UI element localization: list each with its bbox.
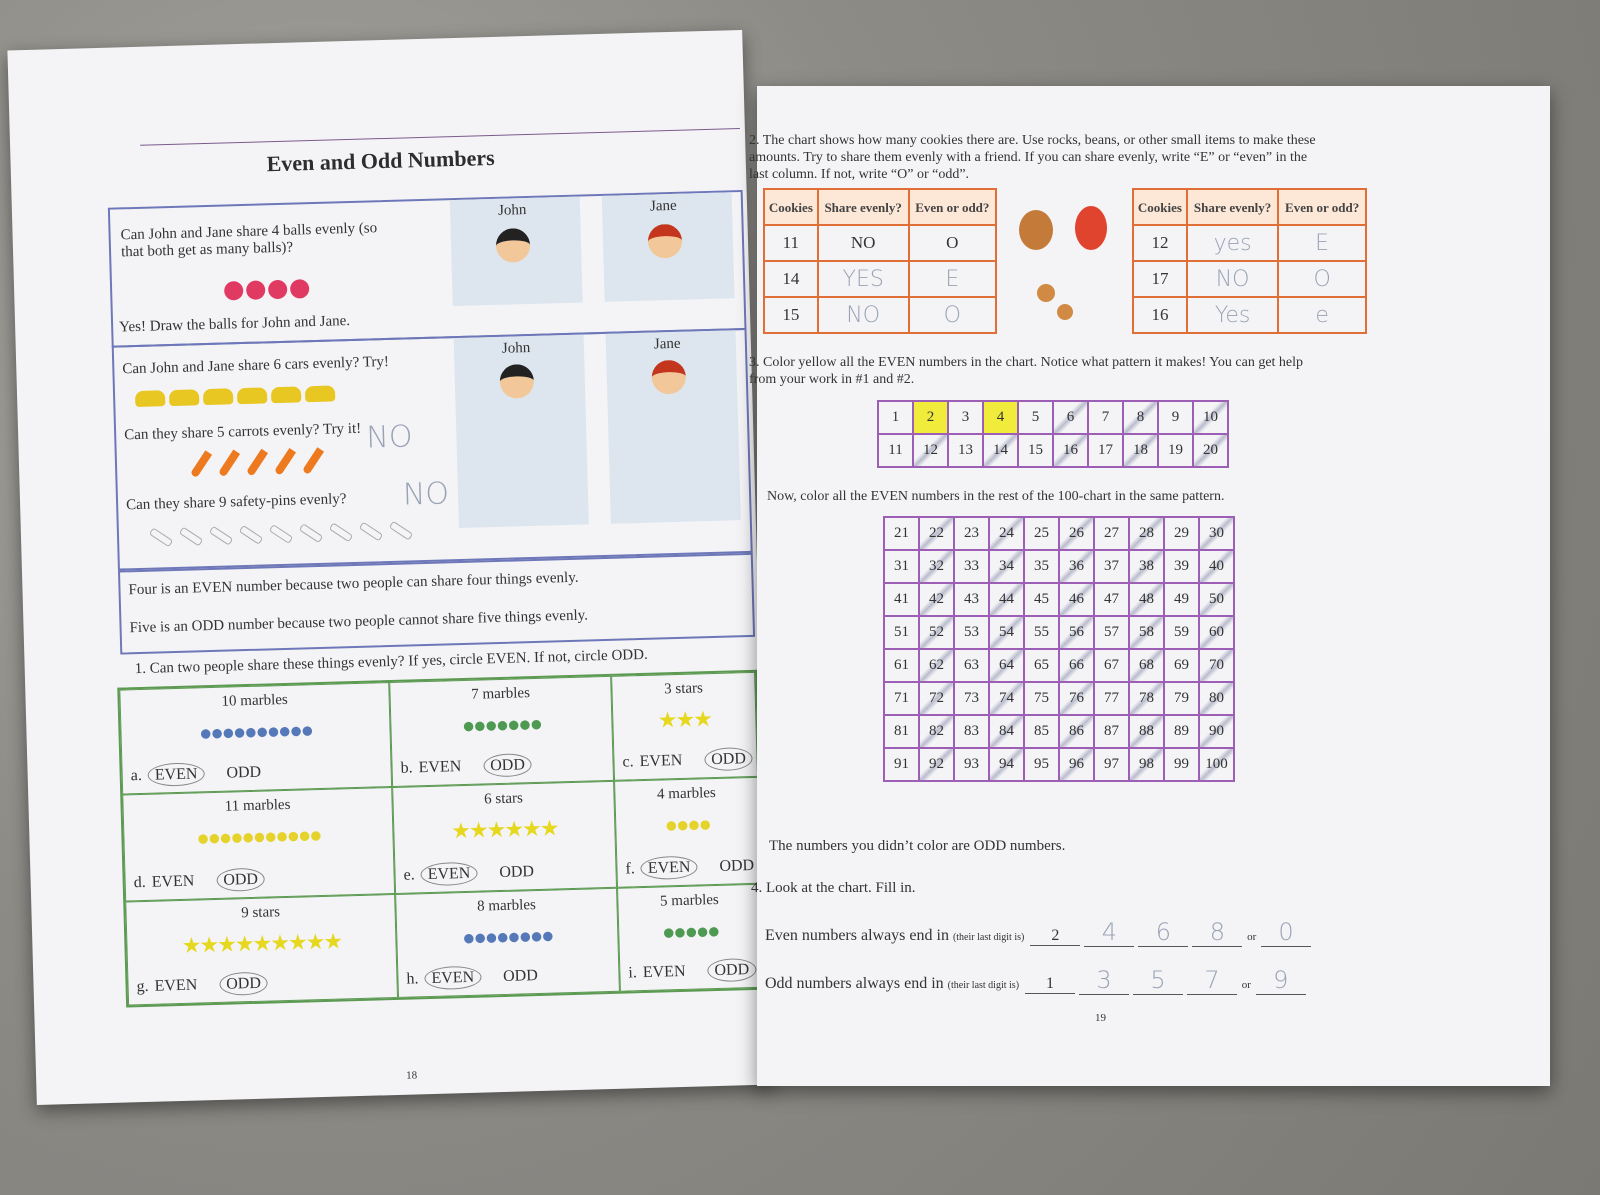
chart-number[interactable]: 71 bbox=[884, 682, 919, 715]
question-4: 4. Look at the chart. Fill in. bbox=[751, 880, 916, 896]
digit-blank[interactable]: 7 bbox=[1187, 966, 1237, 995]
pins-question: Can they share 9 safety-pins evenly? bbox=[125, 491, 347, 514]
chart-number[interactable]: 35 bbox=[1024, 550, 1059, 583]
item-letter: c. bbox=[622, 753, 634, 771]
chart-number[interactable]: 59 bbox=[1164, 616, 1199, 649]
odd-note: The numbers you didn’t color are ODD numbers. bbox=[769, 838, 1066, 854]
item-answer bbox=[406, 966, 560, 988]
chart-number[interactable]: 5 bbox=[1018, 401, 1053, 434]
john-label: John bbox=[497, 202, 527, 219]
car-icon bbox=[203, 388, 233, 405]
table-row bbox=[764, 225, 996, 261]
chart-number[interactable]: 97 bbox=[1094, 748, 1129, 781]
chart-number[interactable]: 43 bbox=[954, 583, 989, 616]
car-icon bbox=[169, 389, 199, 406]
right-page bbox=[749, 86, 1550, 1086]
cars-question: Can John and Jane share 6 cars evenly? Try! bbox=[122, 353, 390, 378]
chart-number[interactable]: 79 bbox=[1164, 682, 1199, 715]
odd-option[interactable]: ODD bbox=[499, 863, 535, 882]
digit-blank[interactable]: 9 bbox=[1256, 966, 1306, 995]
table-header: Cookies bbox=[764, 189, 818, 225]
sharing-panel bbox=[112, 328, 753, 571]
chart-number[interactable]: 14 bbox=[983, 434, 1018, 467]
question-3: 3. Color yellow all the EVEN numbers in the chart. Notice what pattern it makes! You can get help from your work in #1 and #2. bbox=[749, 355, 1304, 387]
item-answer bbox=[133, 870, 287, 892]
page-number: 18 bbox=[406, 1069, 418, 1082]
safety-pin-icon bbox=[239, 525, 263, 545]
table-row bbox=[1133, 261, 1366, 297]
chart-number[interactable]: 29 bbox=[1164, 517, 1199, 550]
safety-pin-icon bbox=[179, 527, 203, 547]
even-option[interactable]: EVEN bbox=[641, 856, 698, 881]
car-icon bbox=[271, 386, 301, 403]
answer-cell[interactable]: YES bbox=[818, 261, 909, 297]
question-3b: Now, color all the EVEN numbers in the rest of the 100-chart in the same pattern. bbox=[767, 489, 1225, 504]
digit-blank[interactable]: 6 bbox=[1138, 918, 1188, 947]
safety-pin-icon bbox=[299, 523, 323, 543]
item-answer bbox=[400, 755, 554, 777]
cookie-icon bbox=[1037, 284, 1055, 302]
ball-icon bbox=[290, 279, 310, 299]
item-cell bbox=[395, 888, 620, 998]
odd-option[interactable]: ODD bbox=[219, 972, 268, 996]
even-definition: Four is an EVEN number because two people can share four things evenly. bbox=[128, 569, 579, 599]
answer-cell[interactable]: yes bbox=[1187, 225, 1278, 261]
cookie-icon bbox=[1057, 304, 1073, 320]
chart-number[interactable]: 54 bbox=[989, 616, 1024, 649]
item-cell bbox=[617, 884, 764, 992]
table-row bbox=[764, 297, 996, 333]
chart-number[interactable]: 31 bbox=[884, 550, 919, 583]
item-label: 6 stars bbox=[483, 790, 524, 808]
safety-pin-icon bbox=[329, 522, 353, 542]
chart-number[interactable]: 25 bbox=[1024, 517, 1059, 550]
cookies-table-1 bbox=[763, 188, 997, 334]
chart-number[interactable]: 40 bbox=[1199, 550, 1234, 583]
chart-number[interactable]: 55 bbox=[1024, 616, 1059, 649]
car-icon bbox=[237, 387, 267, 404]
chart-number[interactable]: 78 bbox=[1129, 682, 1164, 715]
answer-cell[interactable]: NO bbox=[818, 297, 909, 333]
car-icon bbox=[305, 385, 335, 402]
chart-number[interactable]: 70 bbox=[1199, 649, 1234, 682]
chart-number[interactable]: 82 bbox=[919, 715, 954, 748]
even-option[interactable]: EVEN bbox=[147, 762, 204, 787]
john-label: John bbox=[501, 339, 531, 357]
item-cell bbox=[125, 894, 398, 1005]
even-option[interactable]: EVEN bbox=[642, 962, 686, 982]
handwritten-carrots-answer: NO bbox=[365, 419, 413, 456]
odd-option[interactable]: ODD bbox=[719, 856, 755, 875]
ball-icon bbox=[246, 280, 266, 300]
jane-face-icon bbox=[651, 360, 686, 395]
chart-number[interactable]: 96 bbox=[1059, 748, 1094, 781]
item-letter: d. bbox=[133, 873, 146, 892]
item-icons: ★★★ bbox=[657, 706, 712, 733]
chart-number[interactable]: 92 bbox=[919, 748, 954, 781]
digit-blank[interactable]: 0 bbox=[1261, 918, 1311, 947]
cookie-count: 14 bbox=[764, 261, 818, 297]
chart-number[interactable]: 3 bbox=[948, 401, 983, 434]
chart-number[interactable]: 28 bbox=[1129, 517, 1164, 550]
chart-number[interactable]: 61 bbox=[884, 649, 919, 682]
chart-number[interactable]: 1 bbox=[878, 401, 913, 434]
item-cell bbox=[614, 777, 761, 888]
item-answer bbox=[136, 974, 290, 996]
item-letter: i. bbox=[628, 964, 638, 982]
items-grid bbox=[117, 670, 766, 1008]
table-row bbox=[1133, 225, 1366, 261]
chart-number[interactable]: 9 bbox=[1158, 401, 1193, 434]
even-line-label: Even numbers always end in bbox=[765, 927, 949, 944]
handwritten-pins-answer: NO bbox=[402, 476, 450, 513]
item-icons: ●●●●●●●●●●● bbox=[196, 822, 321, 851]
chart-number[interactable]: 95 bbox=[1024, 748, 1059, 781]
title-rule bbox=[140, 128, 740, 146]
chart-number[interactable]: 91 bbox=[884, 748, 919, 781]
chart-number[interactable]: 46 bbox=[1059, 583, 1094, 616]
chart-number[interactable]: 89 bbox=[1164, 715, 1199, 748]
chart-number[interactable]: 93 bbox=[954, 748, 989, 781]
left-page bbox=[7, 30, 771, 1105]
answer-cell[interactable]: E bbox=[909, 261, 996, 297]
balls-row bbox=[224, 279, 313, 305]
chart-number[interactable]: 24 bbox=[989, 517, 1024, 550]
chart-number[interactable]: 86 bbox=[1059, 715, 1094, 748]
chart-number[interactable]: 6 bbox=[1053, 401, 1088, 434]
chart-number[interactable]: 7 bbox=[1088, 401, 1123, 434]
chart-number[interactable]: 90 bbox=[1199, 715, 1234, 748]
item-letter: b. bbox=[400, 759, 413, 777]
balls-answer: Yes! Draw the balls for John and Jane. bbox=[118, 313, 351, 336]
john-face-icon bbox=[496, 228, 531, 263]
item-label: 3 stars bbox=[663, 680, 704, 698]
item-icons: ●●●●● bbox=[661, 917, 719, 945]
answer-cell[interactable]: O bbox=[909, 297, 996, 333]
safety-pin-icon bbox=[209, 526, 233, 546]
chart-number[interactable]: 100 bbox=[1199, 748, 1234, 781]
chart-number[interactable]: 63 bbox=[954, 649, 989, 682]
jane-box-2 bbox=[606, 330, 741, 524]
chart-number[interactable]: 73 bbox=[954, 682, 989, 715]
chart-number[interactable]: 17 bbox=[1088, 434, 1123, 467]
item-label: 10 marbles bbox=[221, 691, 288, 710]
chart-number[interactable]: 15 bbox=[1018, 434, 1053, 467]
friend-icon bbox=[1075, 206, 1107, 250]
chart-number[interactable]: 38 bbox=[1129, 550, 1164, 583]
chart-number[interactable]: 68 bbox=[1129, 649, 1164, 682]
chart-number[interactable]: 85 bbox=[1024, 715, 1059, 748]
balls-question: Can John and Jane share 4 balls evenly (so that both get as many balls)? bbox=[120, 220, 378, 261]
answer-cell[interactable]: O bbox=[909, 225, 996, 261]
chart-number[interactable]: 2 bbox=[913, 401, 948, 434]
even-option[interactable]: EVEN bbox=[420, 862, 477, 887]
chart-number[interactable]: 67 bbox=[1094, 649, 1129, 682]
chart-number[interactable]: 23 bbox=[954, 517, 989, 550]
chart-number[interactable]: 12 bbox=[913, 434, 948, 467]
chart-number[interactable]: 88 bbox=[1129, 715, 1164, 748]
safety-pin-icon bbox=[269, 524, 293, 544]
carrot-icon bbox=[274, 448, 296, 476]
chart-number[interactable]: 11 bbox=[878, 434, 913, 467]
odd-paren: (their last digit is) bbox=[947, 980, 1020, 991]
chart-number[interactable]: 74 bbox=[989, 682, 1024, 715]
chart-number[interactable]: 27 bbox=[1094, 517, 1129, 550]
item-label: 9 stars bbox=[240, 904, 281, 922]
answer-cell[interactable]: E bbox=[1278, 225, 1366, 261]
chart-row bbox=[884, 550, 1234, 583]
item-icons: ●●●●●●●● bbox=[461, 922, 553, 951]
answer-cell[interactable]: NO bbox=[1187, 261, 1278, 297]
balls-panel bbox=[108, 190, 747, 348]
carrot-icon bbox=[190, 450, 212, 478]
item-icons: ●●●● bbox=[664, 811, 711, 838]
chart-number[interactable]: 94 bbox=[989, 748, 1024, 781]
odd-option[interactable]: ODD bbox=[483, 753, 532, 777]
chart-number[interactable]: 4 bbox=[983, 401, 1018, 434]
chart-number[interactable]: 10 bbox=[1193, 401, 1228, 434]
odd-blanks bbox=[1023, 966, 1308, 994]
item-letter: h. bbox=[406, 970, 419, 988]
chart-number[interactable]: 83 bbox=[954, 715, 989, 748]
john-face-icon bbox=[499, 364, 534, 399]
item-label: 7 marbles bbox=[470, 685, 531, 703]
chart-number[interactable]: 57 bbox=[1094, 616, 1129, 649]
item-icons: ★★★★★★ bbox=[450, 815, 558, 844]
chart-number[interactable]: 87 bbox=[1094, 715, 1129, 748]
chart-number[interactable]: 62 bbox=[919, 649, 954, 682]
answer-cell[interactable]: O bbox=[1278, 261, 1366, 297]
chart-number[interactable]: 47 bbox=[1094, 583, 1129, 616]
safety-pin-icon bbox=[149, 527, 173, 547]
digit-blank[interactable]: 2 bbox=[1030, 927, 1080, 946]
table-header: Even or odd? bbox=[909, 189, 996, 225]
page-title: Even and Odd Numbers bbox=[266, 144, 495, 177]
table-row bbox=[1133, 297, 1366, 333]
cookie-count: 11 bbox=[764, 225, 818, 261]
chart-number[interactable]: 98 bbox=[1129, 748, 1164, 781]
chart-number[interactable]: 80 bbox=[1199, 682, 1234, 715]
chart-number[interactable]: 60 bbox=[1199, 616, 1234, 649]
chart-number[interactable]: 36 bbox=[1059, 550, 1094, 583]
table-header: Share evenly? bbox=[818, 189, 909, 225]
friend-icon bbox=[1019, 210, 1053, 250]
chart-number[interactable]: 42 bbox=[919, 583, 954, 616]
chart-number[interactable]: 69 bbox=[1164, 649, 1199, 682]
odd-definition: Five is an ODD number because two people cannot share five things evenly. bbox=[129, 607, 589, 637]
chart-number[interactable]: 84 bbox=[989, 715, 1024, 748]
question-2: 2. The chart shows how many cookies there are. Use rocks, beans, or other small items to make these amounts. Try to share them evenly with a friend. If you can share evenly, write “E” or “even” in the last column. If not, write “O” or “odd”. bbox=[749, 133, 1316, 182]
chart-number[interactable]: 64 bbox=[989, 649, 1024, 682]
odd-option[interactable]: ODD bbox=[226, 763, 262, 782]
item-letter: a. bbox=[130, 767, 143, 785]
item-cell bbox=[119, 682, 392, 794]
even-option[interactable]: EVEN bbox=[424, 966, 481, 991]
carrots-question: Can they share 5 carrots evenly? Try it! bbox=[123, 420, 362, 444]
jane-label: Jane bbox=[653, 335, 681, 353]
item-label: 5 marbles bbox=[659, 891, 719, 910]
even-option[interactable]: EVEN bbox=[418, 758, 462, 777]
jane-label: Jane bbox=[649, 197, 677, 215]
digit-blank[interactable]: 1 bbox=[1025, 975, 1075, 994]
chart-number[interactable]: 50 bbox=[1199, 583, 1234, 616]
jane-face-icon bbox=[648, 224, 683, 259]
chart-number[interactable]: 39 bbox=[1164, 550, 1199, 583]
chart-number[interactable]: 34 bbox=[989, 550, 1024, 583]
cookie-count: 17 bbox=[1133, 261, 1187, 297]
even-paren: (their last digit is) bbox=[952, 932, 1025, 943]
answer-cell[interactable]: e bbox=[1278, 297, 1366, 333]
chart-number[interactable]: 76 bbox=[1059, 682, 1094, 715]
even-option[interactable]: EVEN bbox=[639, 751, 683, 771]
item-cell bbox=[611, 672, 758, 781]
item-answer bbox=[625, 856, 776, 878]
odd-option[interactable]: ODD bbox=[216, 868, 265, 892]
chart-row bbox=[884, 517, 1234, 550]
chart-number[interactable]: 19 bbox=[1158, 434, 1193, 467]
chart-number[interactable]: 81 bbox=[884, 715, 919, 748]
table-header: Even or odd? bbox=[1278, 189, 1366, 225]
chart-row bbox=[884, 649, 1234, 682]
carrot-icon bbox=[218, 450, 240, 478]
odd-option[interactable]: ODD bbox=[704, 747, 753, 771]
item-answer bbox=[622, 749, 775, 771]
even-digits-line bbox=[765, 918, 1313, 947]
digit-blank[interactable]: 4 bbox=[1084, 918, 1134, 947]
even-option[interactable]: EVEN bbox=[151, 872, 195, 891]
chart-number[interactable]: 13 bbox=[948, 434, 983, 467]
even-blanks bbox=[1028, 918, 1313, 946]
chart-number[interactable]: 56 bbox=[1059, 616, 1094, 649]
item-cell bbox=[392, 781, 617, 894]
page-number: 19 bbox=[1095, 1012, 1106, 1024]
or-word: or bbox=[1239, 979, 1254, 991]
pins-row bbox=[149, 521, 419, 547]
digit-blank[interactable]: 5 bbox=[1133, 966, 1183, 995]
chart-number[interactable]: 72 bbox=[919, 682, 954, 715]
chart-number[interactable]: 44 bbox=[989, 583, 1024, 616]
carrot-icon bbox=[246, 449, 268, 477]
table-row bbox=[764, 261, 996, 297]
answer-cell[interactable]: Yes bbox=[1187, 297, 1278, 333]
chart-number[interactable]: 21 bbox=[884, 517, 919, 550]
chart-number[interactable]: 99 bbox=[1164, 748, 1199, 781]
chart-number[interactable]: 26 bbox=[1059, 517, 1094, 550]
chart-number[interactable]: 8 bbox=[1123, 401, 1158, 434]
definition-panel bbox=[118, 553, 755, 655]
chart-number[interactable]: 37 bbox=[1094, 550, 1129, 583]
chart-number[interactable]: 75 bbox=[1024, 682, 1059, 715]
chart-row bbox=[878, 434, 1228, 467]
ball-icon bbox=[224, 281, 244, 301]
chart-row bbox=[884, 682, 1234, 715]
chart-number[interactable]: 32 bbox=[919, 550, 954, 583]
chart-row bbox=[884, 715, 1234, 748]
chart-number[interactable]: 22 bbox=[919, 517, 954, 550]
question-1: 1. Can two people share these things evenly? If yes, circle EVEN. If not, circle ODD. bbox=[134, 646, 648, 678]
chart-number[interactable]: 52 bbox=[919, 616, 954, 649]
odd-option[interactable]: ODD bbox=[707, 958, 756, 982]
chart-row bbox=[884, 748, 1234, 781]
chart-number[interactable]: 16 bbox=[1053, 434, 1088, 467]
item-label: 11 marbles bbox=[224, 796, 291, 815]
item-label: 4 marbles bbox=[656, 784, 717, 803]
item-icons: ●●●●●●●●●● bbox=[198, 717, 313, 746]
carrots-row bbox=[197, 446, 338, 483]
carrot-icon bbox=[302, 447, 324, 475]
safety-pin-icon bbox=[359, 522, 383, 542]
chart-number[interactable]: 51 bbox=[884, 616, 919, 649]
item-letter: f. bbox=[625, 860, 636, 878]
chart-row bbox=[884, 616, 1234, 649]
safety-pin-icon bbox=[389, 521, 413, 541]
chart-number[interactable]: 65 bbox=[1024, 649, 1059, 682]
chart-number[interactable]: 20 bbox=[1193, 434, 1228, 467]
john-box-2 bbox=[454, 334, 589, 528]
ball-icon bbox=[268, 280, 288, 300]
answer-cell[interactable]: NO bbox=[818, 225, 909, 261]
chart-number[interactable]: 66 bbox=[1059, 649, 1094, 682]
chart-row bbox=[884, 583, 1234, 616]
item-label: 8 marbles bbox=[476, 897, 537, 915]
digit-blank[interactable]: 8 bbox=[1192, 918, 1242, 947]
item-cell bbox=[122, 787, 395, 901]
cookie-count: 15 bbox=[764, 297, 818, 333]
odd-line-label: Odd numbers always end in bbox=[765, 975, 944, 992]
item-answer bbox=[403, 862, 556, 884]
chart-number[interactable]: 49 bbox=[1164, 583, 1199, 616]
chart-number[interactable]: 48 bbox=[1129, 583, 1164, 616]
item-answer bbox=[130, 763, 283, 785]
item-letter: e. bbox=[403, 866, 415, 884]
chart-number[interactable]: 58 bbox=[1129, 616, 1164, 649]
cars-row bbox=[135, 385, 340, 412]
item-answer bbox=[628, 960, 778, 982]
even-option[interactable]: EVEN bbox=[154, 976, 198, 995]
jane-box bbox=[602, 192, 735, 302]
odd-option[interactable]: ODD bbox=[502, 967, 539, 985]
item-icons: ●●●●●●● bbox=[461, 710, 542, 739]
odd-digits-line bbox=[765, 966, 1308, 995]
chart-number[interactable]: 18 bbox=[1123, 434, 1158, 467]
table-header: Cookies bbox=[1133, 189, 1187, 225]
small-hundred-chart bbox=[877, 400, 1229, 468]
hundred-chart bbox=[883, 516, 1235, 782]
item-letter: g. bbox=[136, 977, 149, 996]
chart-row bbox=[878, 401, 1228, 434]
chart-number[interactable]: 77 bbox=[1094, 682, 1129, 715]
digit-blank[interactable]: 3 bbox=[1079, 966, 1129, 995]
car-icon bbox=[135, 390, 165, 407]
chart-number[interactable]: 41 bbox=[884, 583, 919, 616]
item-icons: ★★★★★★★★★ bbox=[181, 928, 342, 958]
or-word: or bbox=[1244, 931, 1260, 943]
chart-number[interactable]: 45 bbox=[1024, 583, 1059, 616]
table-header: Share evenly? bbox=[1187, 189, 1278, 225]
item-cell bbox=[389, 676, 614, 787]
cookie-count: 16 bbox=[1133, 297, 1187, 333]
cookie-count: 12 bbox=[1133, 225, 1187, 261]
cookies-table-2 bbox=[1132, 188, 1367, 334]
chart-number[interactable]: 33 bbox=[954, 550, 989, 583]
chart-number[interactable]: 30 bbox=[1199, 517, 1234, 550]
chart-number[interactable]: 53 bbox=[954, 616, 989, 649]
john-box bbox=[450, 197, 583, 307]
